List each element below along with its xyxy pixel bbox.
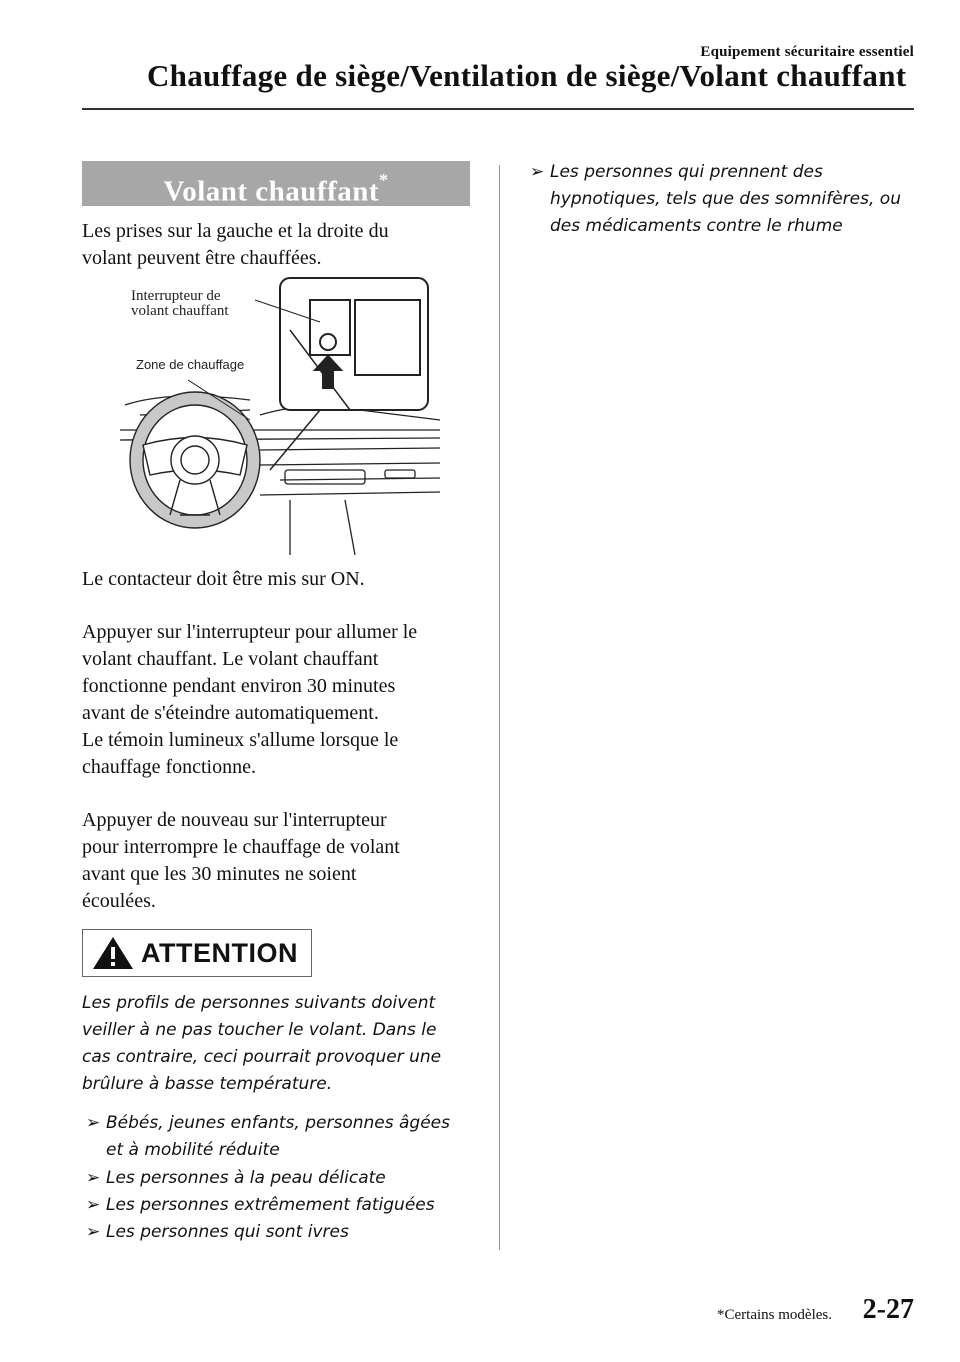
para-line: écoulées. xyxy=(82,890,156,912)
attention-text: Les profils de personnes suivants doivent veiller à ne pas toucher le volant. Dans le cas contraire, ceci pourrait provoquer une brûlure à basse température. xyxy=(82,993,442,1094)
section-asterisk: * xyxy=(379,170,389,190)
footer-note: *Certains modèles. xyxy=(717,1307,832,1323)
para-line: volant chauffant. Le volant chauffant xyxy=(82,648,379,670)
steering-wheel xyxy=(130,392,260,528)
arrow-bullet-icon: ➢ xyxy=(86,1168,101,1188)
header-title: Chauffage de siège/Ventilation de siège/Volant chauffant xyxy=(147,58,907,93)
bullet-item: ➢ Les personnes à la peau délicate xyxy=(86,1165,496,1192)
header-subtitle: Equipement sécuritaire essentiel xyxy=(700,44,914,60)
intro-line: Les prises sur la gauche et la droite du xyxy=(82,220,389,242)
para-line: Appuyer sur l'interrupteur pour allumer le xyxy=(82,621,418,643)
section-title-bar xyxy=(82,161,470,206)
steering-wheel-figure xyxy=(110,270,450,555)
attention-box xyxy=(82,929,312,977)
bullet-item: ➢ Bébés, jeunes enfants, personnes âgées et à mobilité réduite xyxy=(86,1110,496,1164)
switch-label: Interrupteur de volant chauffant xyxy=(131,288,229,319)
attention-label: ATTENTION xyxy=(141,938,298,968)
arrow-bullet-icon: ➢ xyxy=(86,1113,101,1133)
intro-paragraph xyxy=(82,218,482,272)
para-line: avant de s'éteindre automatiquement. xyxy=(82,702,379,724)
arrow-bullet-icon: ➢ xyxy=(86,1222,101,1242)
bullet-item-right: ➢ Les personnes qui prennent des hypnotiques, tels que des somnifères, ou des médicaments contre le rhume xyxy=(530,159,930,240)
zone-label: Zone de chauffage xyxy=(136,357,245,372)
para-stop xyxy=(82,807,482,915)
bullet-item: ➢ Les personnes extrêmement fatiguées xyxy=(86,1192,496,1219)
warning-triangle-icon xyxy=(91,935,135,971)
page-number: 2-27 xyxy=(862,1294,914,1325)
para-line: fonctionne pendant environ 30 minutes xyxy=(82,675,396,697)
para-line: avant que les 30 minutes ne soient xyxy=(82,863,357,885)
intro-line: volant peuvent être chauffées. xyxy=(82,247,322,269)
arrow-bullet-icon: ➢ xyxy=(86,1195,101,1215)
para-line: chauffage fonctionne. xyxy=(82,756,256,778)
para-line: Le témoin lumineux s'allume lorsque le xyxy=(82,729,399,751)
para-operation xyxy=(82,619,482,781)
column-divider xyxy=(499,165,500,1250)
arrow-bullet-icon: ➢ xyxy=(530,162,545,182)
section-title: Volant chauffant xyxy=(163,175,380,208)
para-contacteur: Le contacteur doit être mis sur ON. xyxy=(82,568,365,590)
para-line: pour interrompre le chauffage de volant xyxy=(82,836,400,858)
bullet-item: ➢ Les personnes qui sont ivres xyxy=(86,1219,496,1246)
para-line: Appuyer de nouveau sur l'interrupteur xyxy=(82,809,387,831)
header-rule xyxy=(82,108,914,110)
switch-callout xyxy=(270,278,428,470)
